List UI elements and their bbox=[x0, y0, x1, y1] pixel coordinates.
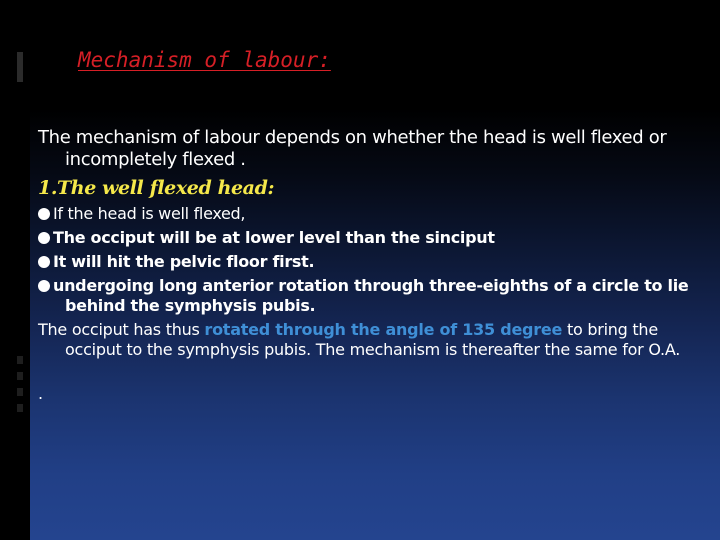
bullet-text: If the head is well flexed, bbox=[53, 204, 246, 223]
bullet-text: It will hit the pelvic floor first. bbox=[53, 252, 315, 271]
decorative-bar bbox=[17, 388, 23, 396]
decorative-bar bbox=[17, 372, 23, 380]
closing-text-after: to bring the occiput to the symphysis pubis. The mechanism is thereafter the same for O.A. bbox=[65, 320, 681, 359]
closing-text-before: The occiput has thus bbox=[38, 320, 205, 339]
decorative-bar bbox=[17, 52, 23, 82]
intro-paragraph: The mechanism of labour depends on whether the head is well flexed or incompletely flexed . bbox=[38, 127, 667, 170]
slide-content bbox=[38, 127, 698, 404]
bullet-icon bbox=[38, 232, 50, 244]
trailing-mark: . bbox=[38, 384, 44, 403]
highlighted-phrase: rotated through the angle of 135 degree bbox=[204, 320, 563, 339]
slide-title: Mechanism of labour: bbox=[78, 48, 331, 72]
bullet-icon bbox=[38, 256, 50, 268]
bullet-text: undergoing long anterior rotation through three-eighths of a circle to lie behind the symphysis pubis. bbox=[53, 276, 689, 315]
bullet-text: The occiput will be at lower level than the sinciput bbox=[53, 228, 495, 247]
list-item bbox=[38, 276, 698, 316]
list-item bbox=[38, 252, 698, 272]
closing-paragraph bbox=[38, 320, 698, 360]
list-item bbox=[38, 204, 698, 224]
bullet-icon bbox=[38, 280, 50, 292]
bullet-list bbox=[38, 204, 698, 316]
decorative-bar bbox=[17, 404, 23, 412]
section-heading: 1.The well flexed head: bbox=[38, 177, 275, 199]
bullet-icon bbox=[38, 208, 50, 220]
list-item bbox=[38, 228, 698, 248]
decorative-bar bbox=[17, 356, 23, 364]
